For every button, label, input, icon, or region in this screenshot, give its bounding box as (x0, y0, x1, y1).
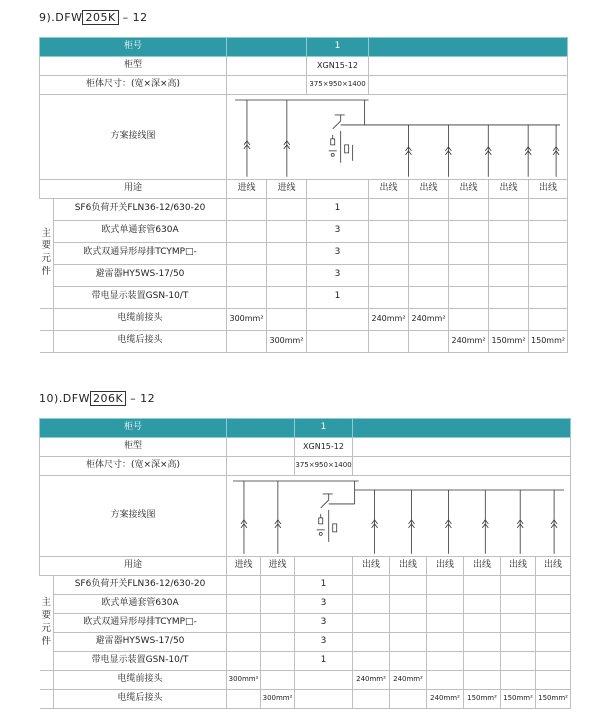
component-row (40, 242, 568, 264)
size-label: 柜体尺寸：(宽×深×高) (40, 457, 227, 476)
component-row (40, 613, 571, 632)
component-row (40, 286, 568, 308)
component-cell (227, 242, 267, 264)
cable-front-cell: 300mm² (227, 670, 261, 689)
usage-cell: 出线 (409, 179, 449, 198)
component-cell (529, 286, 568, 308)
component-name: 避雷器HY5WS-17/50 (54, 264, 227, 286)
cable-back-row (40, 330, 568, 352)
component-cell (267, 264, 307, 286)
component-row (40, 632, 571, 651)
cable-back-cell (390, 689, 427, 708)
type-value: XGN15-12 (295, 438, 353, 457)
component-cell (227, 594, 261, 613)
component-cell (227, 264, 267, 286)
component-cell: 3 (307, 242, 369, 264)
size-value: 375×950×1400 (307, 76, 369, 95)
cable-back-cell: 240mm² (427, 689, 464, 708)
component-cell (261, 651, 295, 670)
component-cell (529, 242, 568, 264)
component-cell (267, 242, 307, 264)
header-blank-right (369, 38, 568, 57)
type-row (40, 57, 568, 76)
cable-front-cell (449, 308, 489, 330)
title-suffix: – 12 (126, 392, 156, 405)
component-cell (369, 242, 409, 264)
cable-front-cell (501, 670, 536, 689)
component-cell (390, 632, 427, 651)
usage-cell (295, 556, 353, 575)
component-cell (489, 198, 529, 220)
cable-front-cell (536, 670, 571, 689)
component-cell (409, 264, 449, 286)
usage-cell: 出线 (529, 179, 568, 198)
cable-back-cell: 150mm² (464, 689, 501, 708)
type-row (40, 438, 571, 457)
component-cell: 3 (307, 264, 369, 286)
component-cell (267, 198, 307, 220)
component-cell (390, 575, 427, 594)
section-title (39, 392, 155, 405)
cable-back-cell (409, 330, 449, 352)
usage-cell: 出线 (489, 179, 529, 198)
component-cell (489, 264, 529, 286)
usage-cell: 出线 (449, 179, 489, 198)
cable-back-cell: 300mm² (261, 689, 295, 708)
cable-back-cell: 150mm² (529, 330, 568, 352)
cable-front-cell (489, 308, 529, 330)
component-cell: 1 (307, 286, 369, 308)
cable-back-cell (307, 330, 369, 352)
component-cell (427, 613, 464, 632)
component-row (40, 264, 568, 286)
component-cell (261, 575, 295, 594)
cable-front-cell: 240mm² (353, 670, 390, 689)
feeder-outgoing-5 (517, 490, 523, 554)
cable-back-label: 电缆后接头 (54, 330, 227, 352)
component-name: SF6负荷开关FLN36-12/630-20 (54, 198, 227, 220)
component-cell (427, 575, 464, 594)
cable-front-cell (464, 670, 501, 689)
feeder-outgoing-2 (445, 125, 451, 177)
component-cell (227, 632, 261, 651)
title-code: 205K (82, 10, 118, 25)
usage-cell: 出线 (427, 556, 464, 575)
component-cell (353, 575, 390, 594)
cable-front-cell (427, 670, 464, 689)
feeder-outgoing-1 (372, 490, 378, 554)
cable-front-label: 电缆前接头 (54, 670, 227, 689)
component-cell (464, 632, 501, 651)
component-cell (369, 220, 409, 242)
cable-front-cell: 240mm² (409, 308, 449, 330)
component-cell (227, 220, 267, 242)
component-cell (529, 220, 568, 242)
title-suffix: – 12 (118, 11, 148, 24)
type-label: 柜型 (40, 438, 227, 457)
component-cell (227, 575, 261, 594)
type-label: 柜型 (40, 57, 227, 76)
component-cell (353, 632, 390, 651)
header-blank (227, 38, 307, 57)
feeder-incoming-1 (244, 100, 250, 177)
cable-front-label: 电缆前接头 (54, 308, 227, 330)
feeder-incoming-2 (275, 481, 281, 554)
component-row (40, 575, 571, 594)
usage-cell: 出线 (390, 556, 427, 575)
header-label: 柜号 (40, 419, 227, 438)
component-cell (449, 286, 489, 308)
component-name: SF6负荷开关FLN36-12/630-20 (54, 575, 227, 594)
scheme-row (40, 95, 568, 180)
component-cell (464, 651, 501, 670)
feeder-outgoing-2 (409, 490, 415, 554)
size-row (40, 76, 568, 95)
wiring-diagram (227, 476, 571, 557)
scheme-label: 方案接线图 (40, 476, 227, 557)
component-cell (390, 613, 427, 632)
component-cell: 3 (295, 594, 353, 613)
cable-back-row (40, 689, 571, 708)
component-cell (501, 613, 536, 632)
component-cell (427, 651, 464, 670)
usage-cell: 出线 (353, 556, 390, 575)
component-cell (489, 286, 529, 308)
component-row (40, 594, 571, 613)
component-cell (489, 220, 529, 242)
feeder-outgoing-5 (553, 125, 559, 177)
load-switch-unit (329, 115, 365, 163)
cabinet-number: 1 (295, 419, 353, 438)
component-cell (449, 198, 489, 220)
component-cell (409, 220, 449, 242)
component-cell (529, 264, 568, 286)
cable-front-cell (307, 308, 369, 330)
feeder-outgoing-3 (445, 490, 451, 554)
component-cell (427, 594, 464, 613)
component-name: 避雷器HY5WS-17/50 (54, 632, 227, 651)
component-cell: 1 (295, 575, 353, 594)
component-cell (529, 198, 568, 220)
component-cell (464, 575, 501, 594)
component-cell (449, 220, 489, 242)
components-group-label: 主 要 元 件 (40, 198, 54, 308)
usage-cell: 出线 (464, 556, 501, 575)
cable-back-cell: 150mm² (536, 689, 571, 708)
component-cell (369, 264, 409, 286)
component-cell: 3 (307, 220, 369, 242)
cable-back-cell (295, 689, 353, 708)
component-cell (536, 613, 571, 632)
size-row (40, 457, 571, 476)
component-name: 欧式双通异形母排TCYMP□- (54, 242, 227, 264)
component-name: 欧式单通套管630A (54, 594, 227, 613)
usage-cell: 进线 (227, 179, 267, 198)
component-cell (261, 594, 295, 613)
component-cell (261, 613, 295, 632)
component-cell (390, 651, 427, 670)
usage-row (40, 179, 568, 198)
title-code: 206K (90, 391, 126, 406)
type-value: XGN15-12 (307, 57, 369, 76)
load-switch-unit (317, 490, 355, 542)
component-cell (409, 242, 449, 264)
cable-front-cell: 300mm² (227, 308, 267, 330)
component-cell: 3 (295, 632, 353, 651)
component-cell (501, 632, 536, 651)
wiring-diagram-svg (227, 476, 570, 556)
component-cell (227, 198, 267, 220)
usage-cell: 进线 (261, 556, 295, 575)
section-title (39, 11, 148, 24)
cable-front-row (40, 670, 571, 689)
component-cell (353, 613, 390, 632)
cable-back-cell: 300mm² (267, 330, 307, 352)
component-cell (267, 220, 307, 242)
usage-cell (307, 179, 369, 198)
component-cell (536, 575, 571, 594)
usage-cell: 进线 (227, 556, 261, 575)
component-name: 欧式单通套管630A (54, 220, 227, 242)
feeder-incoming-2 (284, 100, 290, 177)
component-cell (353, 651, 390, 670)
cable-back-cell: 150mm² (489, 330, 529, 352)
size-label: 柜体尺寸：(宽×深×高) (40, 76, 227, 95)
title-prefix: 10).DFW (39, 392, 90, 405)
component-cell: 1 (295, 651, 353, 670)
cable-back-cell: 240mm² (449, 330, 489, 352)
usage-cell: 出线 (536, 556, 571, 575)
component-cell (464, 613, 501, 632)
spec-table (39, 418, 571, 709)
component-cell (489, 242, 529, 264)
feeder-outgoing-6 (551, 490, 557, 554)
cable-back-cell (369, 330, 409, 352)
cable-front-cell (261, 670, 295, 689)
component-name: 带电显示装置GSN-10/T (54, 651, 227, 670)
cable-front-cell (529, 308, 568, 330)
feeder-outgoing-4 (482, 490, 488, 554)
component-cell (501, 594, 536, 613)
component-name: 欧式双通异形母排TCYMP□- (54, 613, 227, 632)
cable-front-cell (295, 670, 353, 689)
component-cell (501, 575, 536, 594)
usage-row (40, 556, 571, 575)
component-row (40, 651, 571, 670)
component-cell (369, 198, 409, 220)
component-cell (227, 651, 261, 670)
wiring-diagram-svg (227, 95, 567, 179)
feeder-incoming-1 (241, 481, 247, 554)
scheme-label: 方案接线图 (40, 95, 227, 180)
component-cell (261, 632, 295, 651)
wiring-diagram (227, 95, 568, 180)
component-cell (267, 286, 307, 308)
usage-label: 用途 (40, 179, 227, 198)
scheme-row (40, 476, 571, 557)
size-value: 375×950×1400 (295, 457, 353, 476)
spec-table (39, 37, 568, 353)
component-cell (536, 632, 571, 651)
component-cell (449, 264, 489, 286)
component-row (40, 220, 568, 242)
cable-back-cell (353, 689, 390, 708)
title-prefix: 9).DFW (39, 11, 83, 24)
component-cell (227, 286, 267, 308)
component-cell (501, 651, 536, 670)
cabinet-number: 1 (307, 38, 369, 57)
component-cell (390, 594, 427, 613)
usage-label: 用途 (40, 556, 227, 575)
component-cell (449, 242, 489, 264)
component-cell (369, 286, 409, 308)
component-cell (536, 594, 571, 613)
component-cell (227, 613, 261, 632)
usage-cell: 出线 (369, 179, 409, 198)
header-row (40, 38, 568, 57)
cable-front-row (40, 308, 568, 330)
component-row (40, 198, 568, 220)
cable-front-cell: 240mm² (390, 670, 427, 689)
components-group-label: 主 要 元 件 (40, 575, 54, 670)
cable-back-cell (227, 330, 267, 352)
component-cell (464, 594, 501, 613)
feeder-outgoing-3 (485, 125, 491, 177)
component-cell: 3 (295, 613, 353, 632)
header-row (40, 419, 571, 438)
feeder-outgoing-4 (525, 125, 531, 177)
component-name: 带电显示装置GSN-10/T (54, 286, 227, 308)
cable-front-cell: 240mm² (369, 308, 409, 330)
usage-cell: 出线 (501, 556, 536, 575)
feeder-outgoing-1 (406, 125, 412, 177)
component-cell (536, 651, 571, 670)
component-cell (409, 198, 449, 220)
cable-back-label: 电缆后接头 (54, 689, 227, 708)
component-cell (353, 594, 390, 613)
header-label: 柜号 (40, 38, 227, 57)
cable-front-cell (267, 308, 307, 330)
cable-back-cell (227, 689, 261, 708)
usage-cell: 进线 (267, 179, 307, 198)
component-cell (427, 632, 464, 651)
component-cell (409, 286, 449, 308)
component-cell: 1 (307, 198, 369, 220)
cable-back-cell: 150mm² (501, 689, 536, 708)
